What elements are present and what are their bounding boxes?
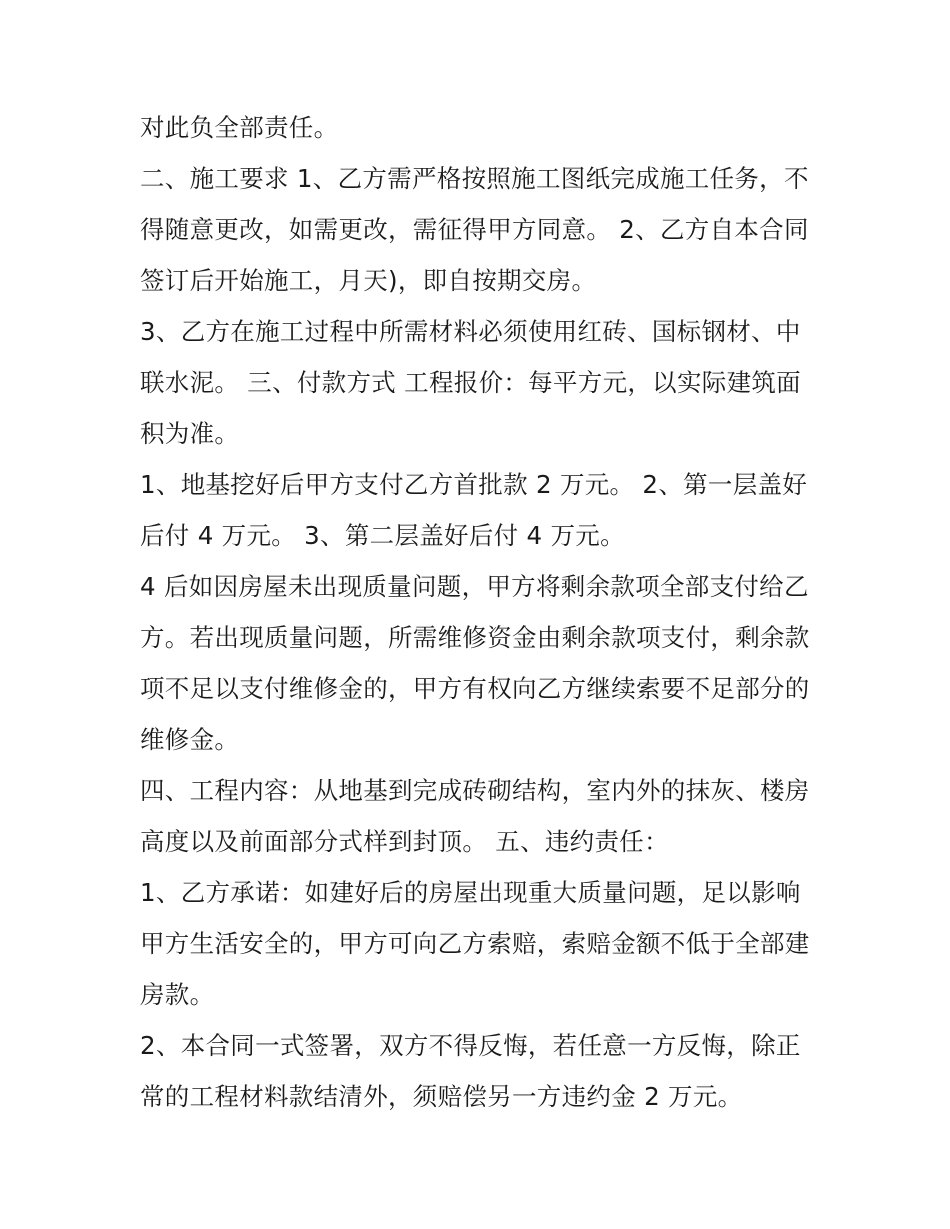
document-body <box>140 102 820 1122</box>
paragraph-liability-quality: 1、乙方承诺：如建好后的房屋出现重大质量问题，足以影响甲方生活安全的，甲方可向乙方索赔，索赔金额不低于全部建房款。 <box>140 878 810 1009</box>
paragraph-work-scope: 四、工程内容：从地基到完成砖砌结构，室内外的抹灰、楼房高度以及前面部分式样到封顶。 五、违约责任： <box>140 776 810 856</box>
paragraph-payment-schedule: 1、地基挖好后甲方支付乙方首批款 2 万元。 2、第一层盖好后付 4 万元。 3、第二层盖好后付 4 万元。 <box>140 470 808 550</box>
paragraph-materials-payment-method: 3、乙方在施工过程中所需材料必须使用红砖、国标钢材、中联水泥。 三、付款方式 工程报价：每平方元，以实际建筑面积为准。 <box>140 317 801 448</box>
paragraph-liability-breach: 2、本合同一式签署，双方不得反悔，若任意一方反悔，除正常的工程材料款结清外，须赔偿另一方违约金 2 万元。 <box>140 1031 801 1111</box>
paragraph-responsibility: 对此负全部责任。 <box>140 113 339 142</box>
paragraph-quality-retention: 4 后如因房屋未出现质量问题，甲方将剩余款项全部支付给乙方。若出现质量问题，所需维修资金由剩余款项支付，剩余款项不足以支付维修金的，甲方有权向乙方继续索要不足部分的维修金。 <box>140 572 810 754</box>
paragraph-construction-requirements: 二、施工要求 1、乙方需严格按照施工图纸完成施工任务，不得随意更改，如需更改，需征得甲方同意。 2、乙方自本合同签订后开始施工，月天)，即自按期交房。 <box>140 164 809 295</box>
